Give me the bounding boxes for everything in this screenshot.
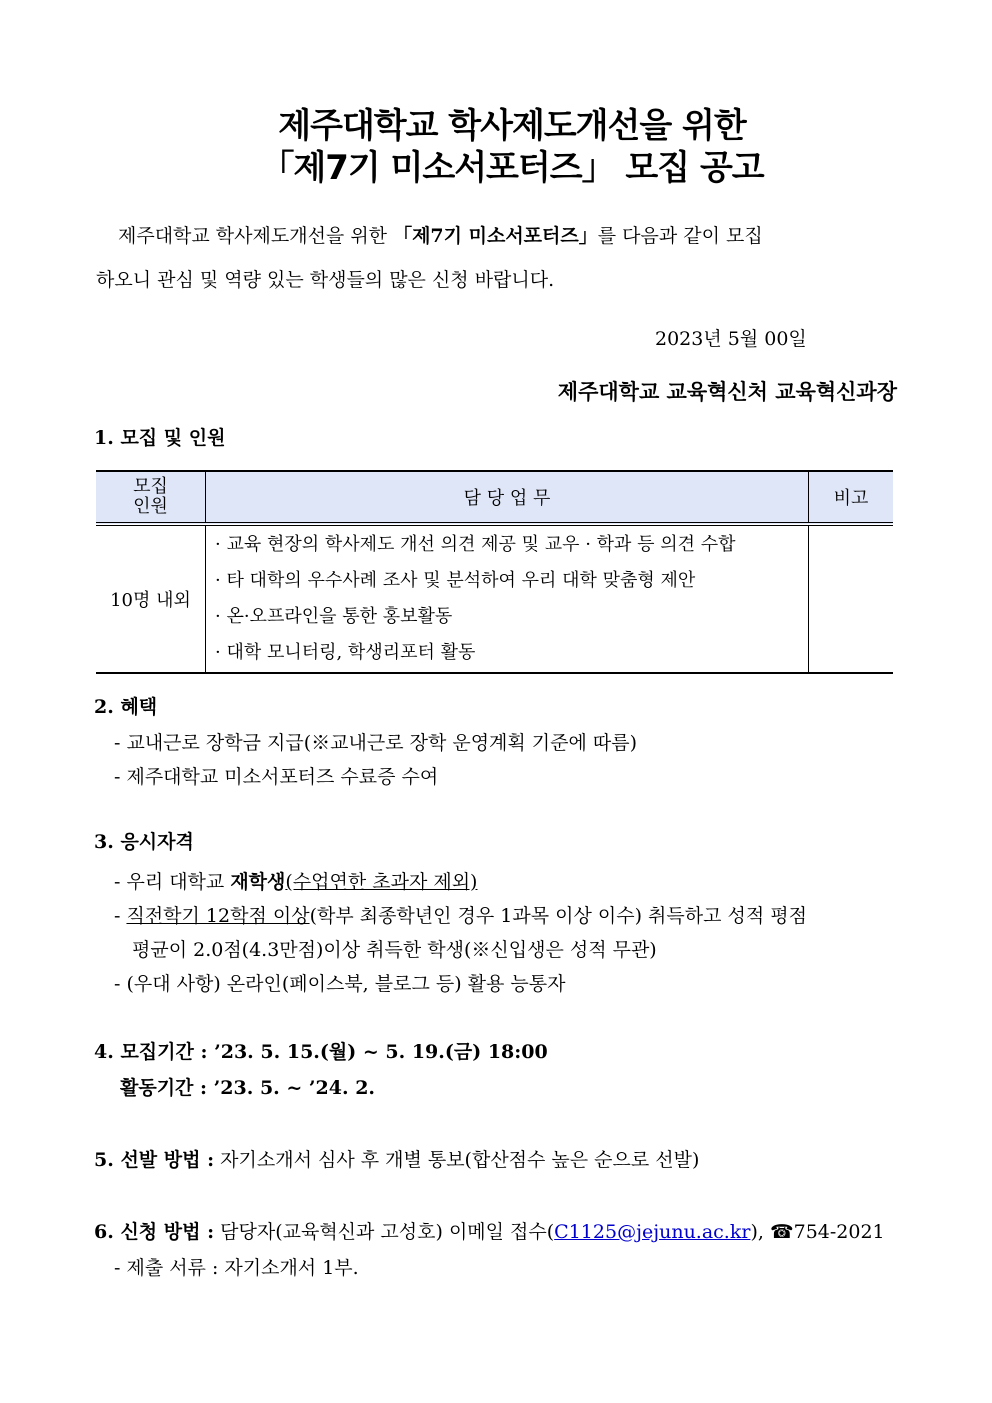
duty-item: · 대학 모니터링, 학생리포터 활동 [215, 642, 476, 663]
recruitment-period: 4. 모집기간 : ’23. 5. 15.(월) ~ 5. 19.(금) 18:00 [94, 1041, 548, 1063]
duties-cell [206, 524, 809, 673]
header-count: 모집 인원 [96, 471, 206, 524]
underlined-text: 직전학기 12학점 이상 [126, 905, 310, 927]
phone-text: ), ☎754-2021 [750, 1221, 885, 1243]
underlined-text: (수업연한 초과자 제외) [285, 871, 478, 893]
section-1-heading: 1. 모집 및 인원 [94, 427, 226, 449]
duty-item: · 타 대학의 우수사례 조사 및 분석하여 우리 대학 맞춤형 제안 [215, 570, 696, 591]
benefit-item: - 교내근로 장학금 지급(※교내근로 장학 운영계획 기준에 따름) [114, 732, 638, 754]
activity-period: 활동기간 : ’23. 5. ~ ’24. 2. [120, 1077, 376, 1099]
intro-bold: 「제7기 미소서포터즈」 [393, 225, 598, 247]
bold-text: 재학생 [230, 871, 286, 893]
text: - 우리 대학교 [114, 871, 231, 893]
label: 5. 선발 방법 : [94, 1149, 215, 1171]
email-link[interactable]: C1125@jejunu.ac.kr [554, 1221, 751, 1243]
text: 담당자(교육혁신과 고성호) 이메일 접수( [214, 1221, 555, 1243]
intro-text: 제주대학교 학사제도개선을 위한 [118, 225, 394, 247]
recruit-count: 10명 내외 [96, 524, 206, 673]
selection-method [94, 1145, 699, 1172]
text: 자기소개서 심사 후 개별 통보(합산점수 높은 순으로 선발) [214, 1149, 700, 1171]
label: 6. 신청 방법 : [94, 1221, 215, 1243]
header-note: 비고 [809, 471, 894, 524]
intro-line-2: 하오니 관심 및 역량 있는 학생들의 많은 신청 바랍니다. [96, 269, 555, 291]
date: 2023년 5월 00일 [655, 328, 807, 350]
note-cell [809, 524, 894, 673]
documents-required: - 제출 서류 : 자기소개서 1부. [114, 1257, 359, 1279]
recruitment-table [96, 470, 893, 674]
title-line-1: 제주대학교 학사제도개선을 위한 [278, 106, 746, 146]
dash: - [114, 905, 127, 927]
duty-item: · 교육 현장의 학사제도 개선 의견 제공 및 교우 · 학과 등 의견 수합 [215, 534, 736, 555]
text: (학부 최종학년인 경우 1과목 이상 이수) 취득하고 성적 평점 [309, 905, 807, 927]
section-3-heading: 3. 응시자격 [94, 831, 194, 853]
eligibility-item-1 [114, 867, 477, 894]
benefit-item: - 제주대학교 미소서포터즈 수료증 수여 [114, 766, 439, 788]
intro-text-post: 를 다음과 같이 모집 [597, 225, 763, 247]
eligibility-item-3: - (우대 사항) 온라인(페이스북, 블로그 등) 활용 능통자 [114, 973, 566, 995]
eligibility-item-2-cont: 평균이 2.0점(4.3만점)이상 취득한 학생(※신입생은 성적 무관) [132, 939, 657, 961]
title-line-2: 「제7기 미소서포터즈」 모집 공고 [260, 148, 764, 188]
intro-line-1 [118, 221, 763, 248]
application-method [94, 1217, 885, 1244]
signature: 제주대학교 교육혁신처 교육혁신과장 [557, 379, 897, 404]
header-duties: 담 당 업 무 [206, 471, 809, 524]
section-2-heading: 2. 혜택 [94, 696, 158, 718]
duty-item: · 온·오프라인을 통한 홍보활동 [215, 606, 453, 627]
eligibility-item-2 [114, 901, 807, 928]
